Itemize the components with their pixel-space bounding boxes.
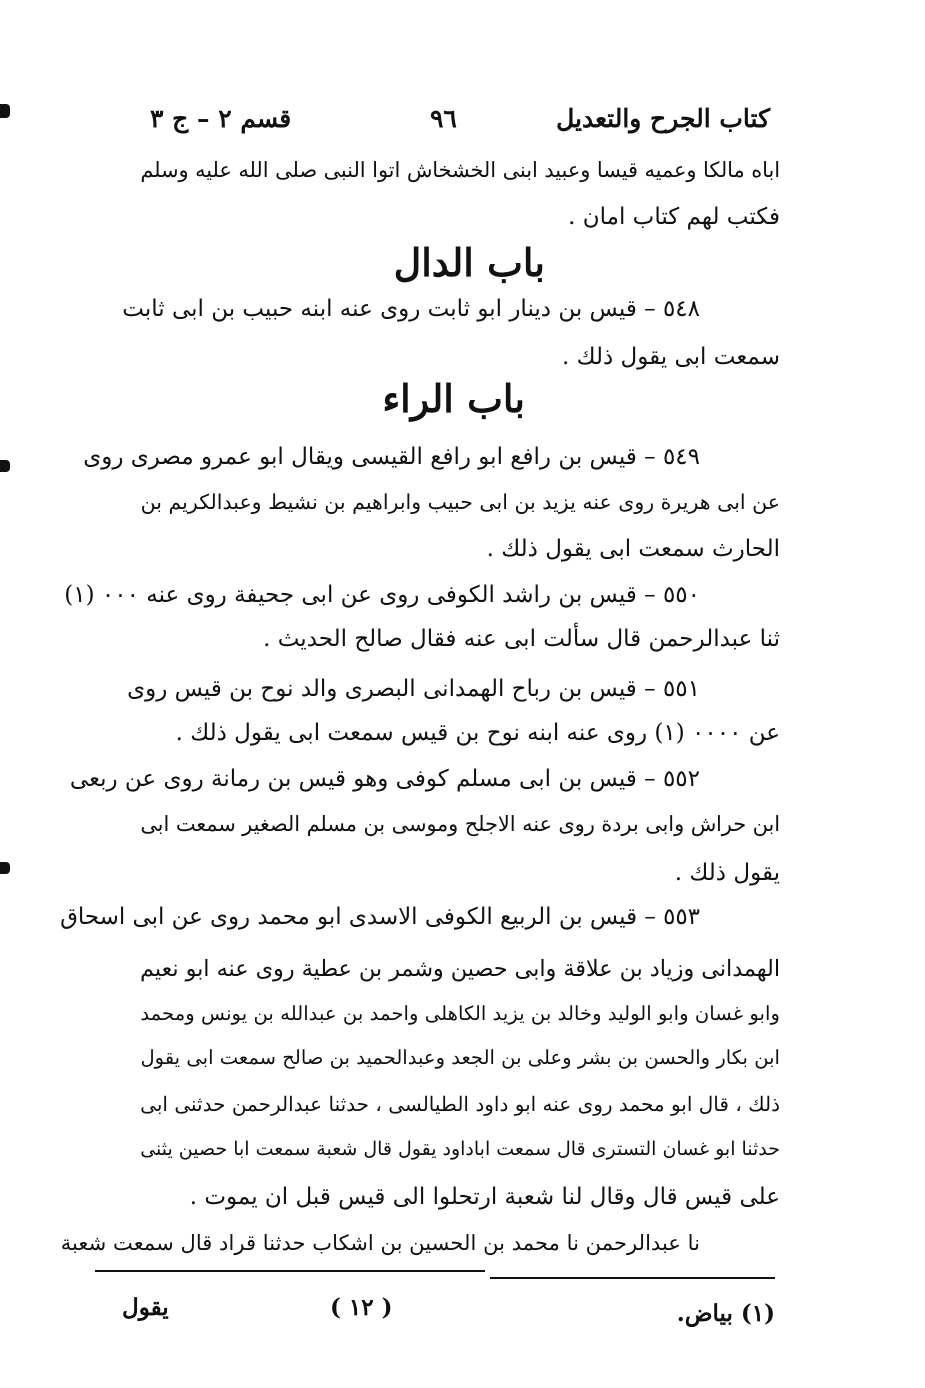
text-line: فكتب لهم كتاب امان . [568,204,780,230]
entry-line: يقول ذلك . [674,860,780,886]
entry-line: وابو غسان وابو الوليد وخالد بن يزيد الكاهلى واحمد بن عبدالله بن يونس ومحمد [140,1002,780,1025]
part-info: قسم ٢ – ج ٣ [150,104,292,133]
page-number: ٩٦ [430,104,457,133]
entry-line: عن ابى هريرة روى عنه يزيد بن ابى حبيب وابراهيم بن نشيط وعبدالكريم بن [140,490,780,514]
footnote-rule [490,1277,775,1279]
book-title: كتاب الجرح والتعديل [556,104,770,133]
entry-line: ابن حراش وابى بردة روى عنه الاجلح وموسى بن مسلم الصغير سمعت ابى [140,812,780,836]
binding-mark [0,104,10,118]
entry-line: ٥٥١ – قيس بن رباح الهمدانى البصرى والد نوح بن قيس روى [127,676,700,702]
binding-mark [0,862,10,874]
entry-line: ذلك ، قال ابو محمد روى عنه ابو داود الطيالسى ، حدثنا عبدالرحمن حدثنى ابى [140,1092,780,1116]
chapter-heading: باب الراء [382,376,525,421]
footnote-rule [95,1270,485,1272]
entry-line: ٥٥٢ – قيس بن ابى مسلم كوفى وهو قيس بن رمانة روى عن ربعى [69,766,700,792]
text-line: اباه مالكا وعميه قيسا وعبيد ابنى الخشخاش اتوا النبى صلى الله عليه وسلم [140,158,780,182]
entry-line: الهمدانى وزياد بن علاقة وابى حصين وشمر بن عطية روى عنه ابو نعيم [140,956,780,982]
entry-line: ثنا عبدالرحمن قال سألت ابى عنه فقال صالح الحديث . [263,626,780,652]
catchword: يقول [122,1294,169,1321]
entry-line: عن ٠٠٠٠ (١) روى عنه ابنه نوح بن قيس سمعت ابى يقول ذلك . [175,720,780,746]
entry-line: الحارث سمعت ابى يقول ذلك . [486,536,780,562]
entry-line: ٥٤٩ – قيس بن رافع ابو رافع القيسى ويقال ابو عمرو مصرى روى [83,444,700,470]
entry-line: ٥٥٠ – قيس بن راشد الكوفى روى عن ابى جحيفة روى عنه ٠٠٠ (١) [64,582,700,608]
entry-line: ابن بكار والحسن بن بشر وعلى بن الجعد وعبدالحميد بن صالح سمعت ابى يقول [140,1046,780,1069]
entry-line: على قيس قال وقال لنا شعبة ارتحلوا الى قيس قبل ان يموت . [189,1184,780,1210]
entry-line: حدثنا ابو غسان التسترى قال سمعت اباداود يقول قال شعبة سمعت ابا حصين يثنى [140,1138,780,1160]
entry-line: نا عبدالرحمن نا محمد بن الحسين بن اشكاب حدثنا قراد قال سمعت شعبة [60,1230,700,1255]
binding-mark [0,460,10,472]
signature-mark: ( ١٢ ) [330,1294,393,1321]
footnote: (١) بياض. [676,1300,775,1327]
running-header [130,104,770,144]
chapter-heading: باب الدال [393,240,545,285]
entry-line: سمعت ابى يقول ذلك . [561,344,780,370]
entry-line: ٥٥٣ – قيس بن الربيع الكوفى الاسدى ابو محمد روى عن ابى اسحاق [60,904,700,930]
entry-line: ٥٤٨ – قيس بن دينار ابو ثابت روى عنه ابنه حبيب بن ابى ثابت [122,296,700,322]
